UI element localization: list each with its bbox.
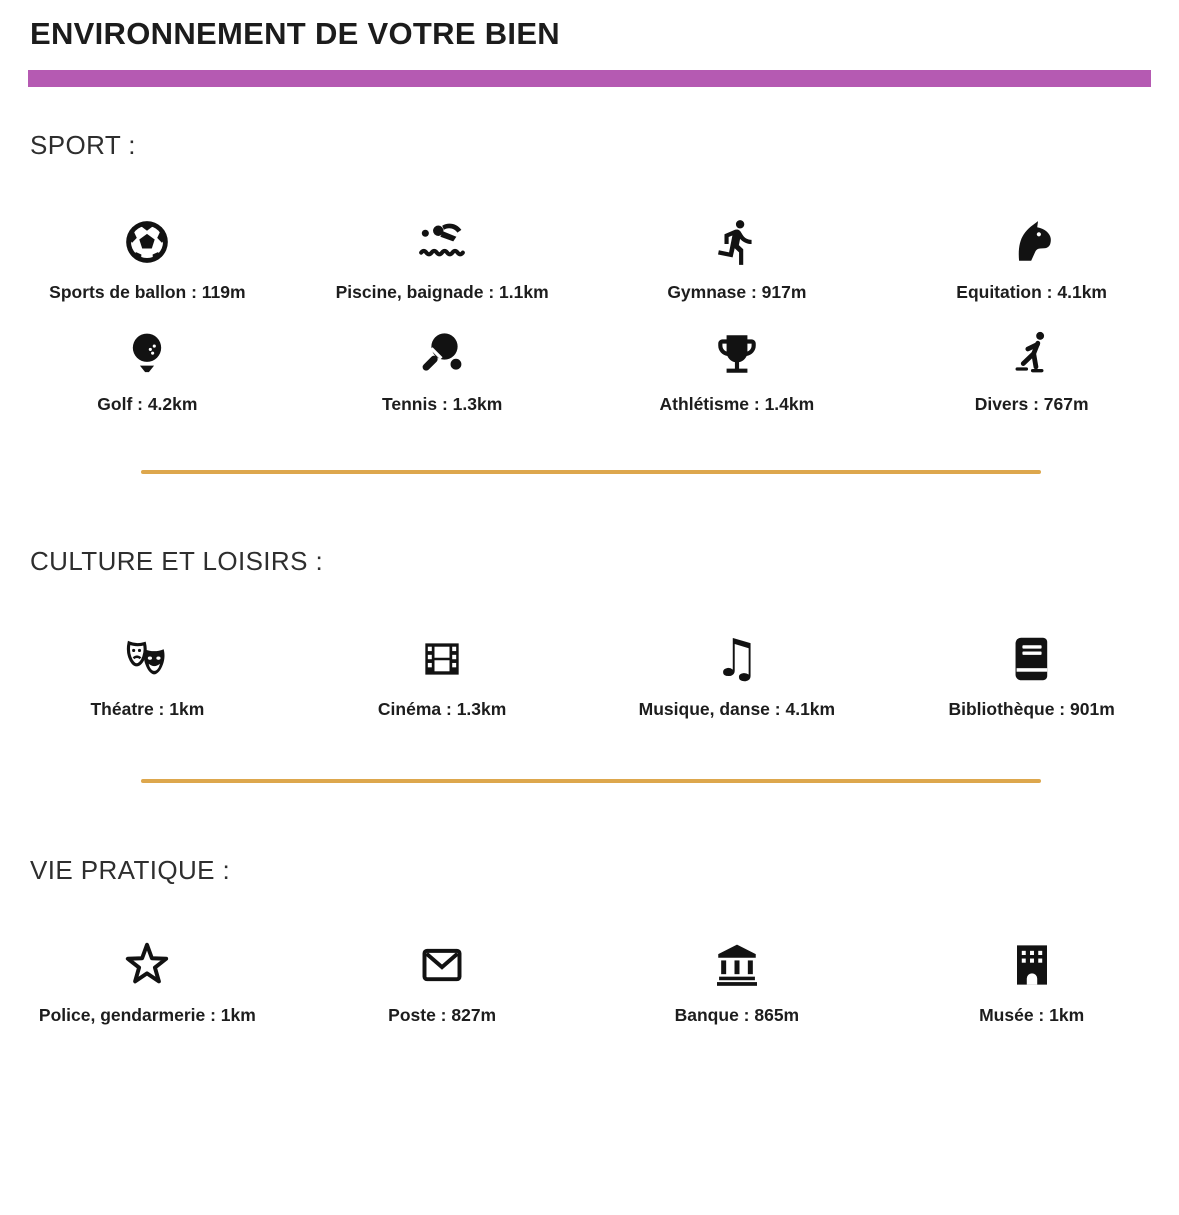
film-strip-icon — [414, 632, 470, 686]
ice-skater-icon — [1004, 327, 1060, 381]
poi-label: Golf : 4.2km — [97, 393, 198, 414]
sport-items-grid — [0, 215, 1179, 415]
trophy-icon — [709, 327, 765, 381]
star-outline-icon — [119, 938, 175, 992]
section-heading-sport: SPORT : — [30, 129, 136, 160]
envelope-icon — [414, 938, 470, 992]
poi-poste — [295, 938, 590, 1026]
museum-icon — [1004, 938, 1060, 992]
accent-bar — [28, 70, 1151, 87]
poi-bibliotheque — [884, 632, 1179, 720]
poi-golf — [0, 327, 295, 415]
poi-musique — [590, 629, 885, 720]
poi-label: Théatre : 1km — [90, 699, 205, 720]
poi-gymnase — [590, 215, 885, 303]
music-note-icon — [709, 629, 765, 690]
poi-tennis — [295, 327, 590, 415]
poi-label: Piscine, baignade : 1.1km — [335, 281, 549, 302]
poi-piscine — [295, 215, 590, 303]
golf-ball-icon — [119, 327, 175, 381]
poi-label: Athlétisme : 1.4km — [659, 393, 815, 414]
poi-musee — [884, 938, 1179, 1026]
vie-items-grid — [0, 938, 1179, 1026]
section-heading-culture: CULTURE ET LOISIRS : — [30, 545, 324, 576]
book-icon — [1004, 632, 1060, 686]
poi-divers — [884, 327, 1179, 415]
bank-icon — [709, 938, 765, 992]
page-title: ENVIRONNEMENT DE VOTRE BIEN — [30, 16, 560, 51]
poi-athletisme — [590, 327, 885, 415]
section-heading-vie: VIE PRATIQUE : — [30, 855, 231, 886]
table-tennis-icon — [414, 327, 470, 381]
poi-label: Equitation : 4.1km — [956, 281, 1107, 302]
poi-label: Tennis : 1.3km — [381, 393, 503, 414]
poi-label: Divers : 767m — [974, 393, 1089, 414]
swimmer-icon — [414, 215, 470, 269]
poi-cinema — [295, 632, 590, 720]
section-divider — [141, 779, 1041, 783]
theater-masks-icon — [119, 632, 175, 686]
poi-police — [0, 938, 295, 1026]
poi-theatre — [0, 632, 295, 720]
music-note-glyph: ♫ — [713, 629, 761, 690]
poi-label: Banque : 865m — [674, 1005, 800, 1026]
poi-label: Bibliothèque : 901m — [948, 699, 1115, 720]
poi-label: Musée : 1km — [979, 1005, 1085, 1026]
horse-head-icon — [1004, 215, 1060, 269]
poi-label: Musique, danse : 4.1km — [638, 699, 836, 720]
runner-icon — [709, 215, 765, 269]
poi-label: Gymnase : 917m — [667, 281, 807, 302]
soccer-ball-icon — [119, 215, 175, 269]
poi-label: Cinéma : 1.3km — [377, 699, 507, 720]
culture-items-grid — [0, 629, 1179, 720]
poi-banque — [590, 938, 885, 1026]
poi-equitation — [884, 215, 1179, 303]
poi-sports-de-ballon — [0, 215, 295, 303]
poi-label: Police, gendarmerie : 1km — [38, 1005, 256, 1026]
poi-label: Poste : 827m — [388, 1005, 497, 1026]
section-divider — [141, 470, 1041, 474]
poi-label: Sports de ballon : 119m — [49, 281, 246, 302]
